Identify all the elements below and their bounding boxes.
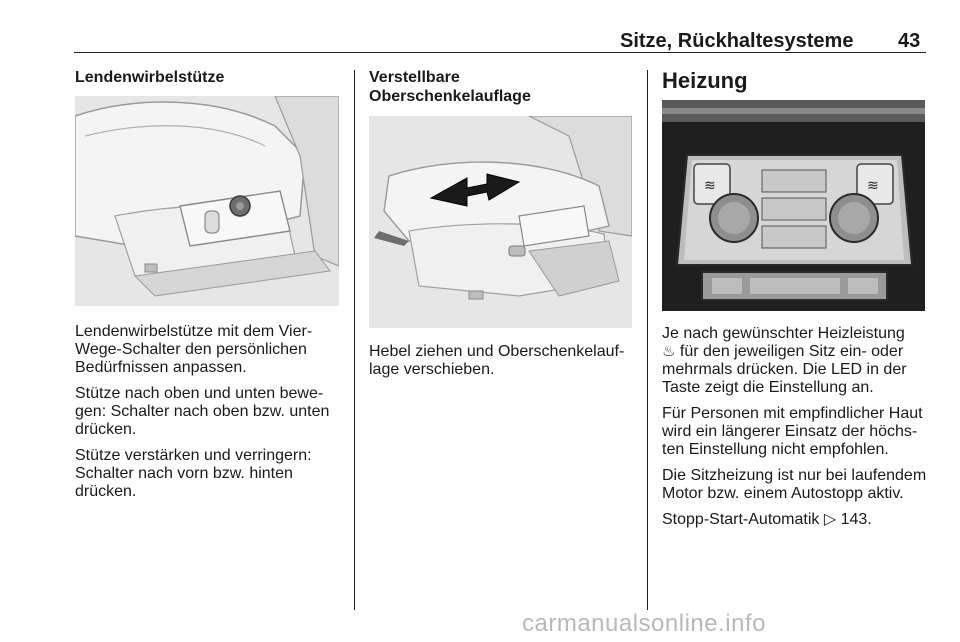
thigh-text	[369, 343, 634, 387]
section-title-thigh-line1: Verstellbare	[369, 69, 460, 86]
heating-paragraph-4: Die Sitzheizung ist nur bei laufendem Motor bzw. einem Autostopp aktiv.	[662, 467, 927, 502]
thigh-support-seat-illustration	[369, 116, 632, 328]
svg-text:≋: ≋	[704, 178, 716, 194]
column-divider-2	[647, 70, 648, 610]
heating-paragraph-2	[662, 343, 930, 397]
column-thigh-support	[369, 68, 634, 106]
svg-text:≋: ≋	[867, 178, 879, 194]
lumbar-text	[75, 323, 340, 509]
lumbar-paragraph-3: Stütze verstärken und verringern: Schalter nach vorn bzw. hinten drücken.	[75, 447, 312, 500]
section-title-lumbar: Lendenwirbelstütze	[75, 69, 225, 86]
heating-paragraph-2-text: für den jeweiligen Sitz ein- oder mehrmals drücken. Die LED in der Taste zeigt die Einstellung an.	[662, 343, 907, 396]
page-number: 43	[898, 30, 921, 52]
section-title-heating: Heizung	[662, 68, 748, 93]
heated-seat-icon: ♨	[662, 343, 676, 360]
heating-paragraph-3: Für Personen mit empfindlicher Haut wird ein längerer Einsatz der höchs-ten Einstellung nicht empfohlen.	[662, 405, 923, 458]
section-title-thigh-line2: Oberschenkelauflage	[369, 88, 531, 105]
thigh-paragraph-1: Hebel ziehen und Oberschenkelauf-lage verschieben.	[369, 343, 625, 378]
lumbar-paragraph-1: Lendenwirbelstütze mit dem Vier-Wege-Schalter den persönlichen Bedürfnissen anpassen.	[75, 323, 313, 376]
section-header-title: Sitze, Rückhaltesysteme	[620, 30, 854, 52]
column-heating	[662, 68, 927, 94]
heated-seat-control-panel-illustration	[662, 100, 925, 311]
lumbar-paragraph-2: Stütze nach oben und unten bewe-gen: Schalter nach oben bzw. unten drücken.	[75, 385, 330, 438]
heating-text	[662, 325, 930, 537]
heating-paragraph-5	[662, 511, 930, 529]
reference-arrow-icon: ▷	[823, 511, 837, 528]
header-divider	[74, 52, 926, 53]
cross-reference-label: Stopp-Start-Automatik	[662, 511, 820, 528]
watermark: carmanualsonline.info	[522, 610, 766, 637]
lumbar-support-seat-illustration	[75, 96, 339, 306]
column-divider-1	[354, 70, 355, 610]
cross-reference-page[interactable]: 143.	[840, 511, 872, 528]
heating-paragraph-1: Je nach gewünschter Heizleistung	[662, 325, 905, 342]
column-lumbar-support	[75, 68, 340, 87]
